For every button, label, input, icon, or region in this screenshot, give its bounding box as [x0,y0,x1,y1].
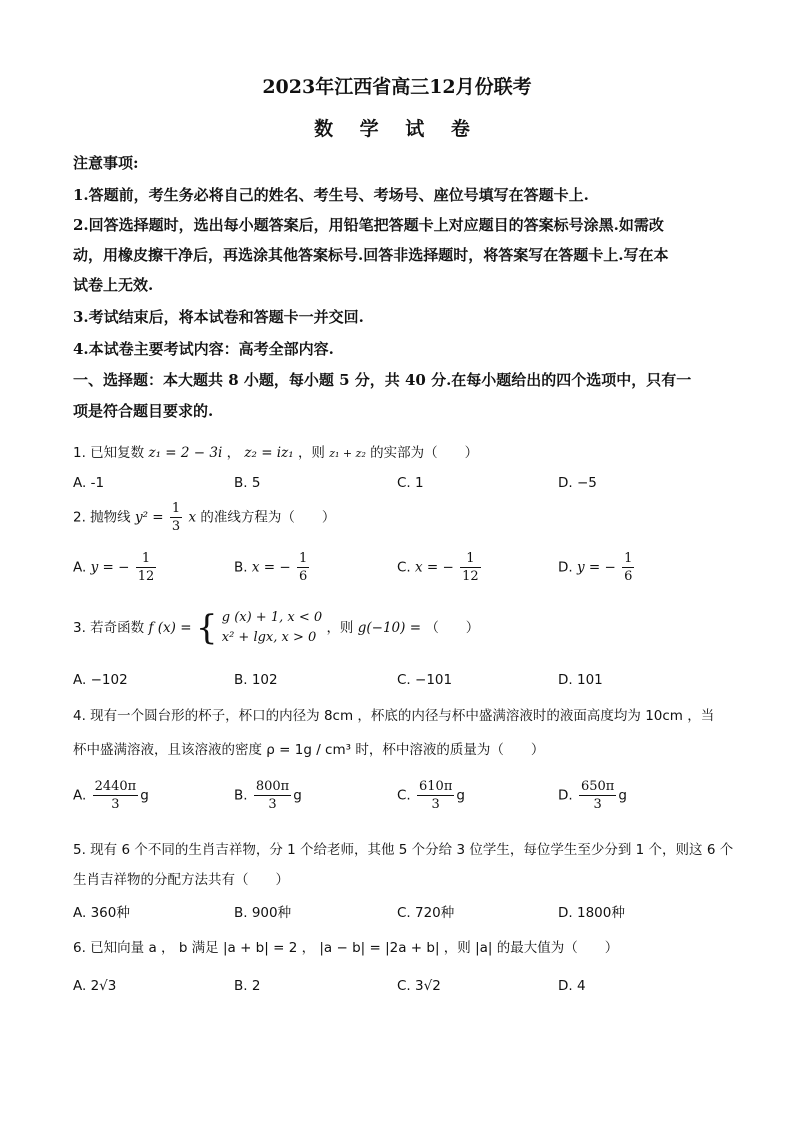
q3-option-c: C. −101 [397,672,453,688]
q6-option-a: A. 2√3 [73,978,117,994]
q2-d-fraction [622,550,634,585]
note-4: 4.本试卷主要考试内容：高考全部内容. [73,340,334,358]
q4-option-a [73,778,149,813]
q2-a-label: A. [73,559,87,576]
q2-a-expr: y = − [90,559,130,576]
q1-ask: 的实部为（ ） [370,445,479,461]
q4-c-fraction [417,778,454,813]
q2-option-b [234,550,311,585]
q1-sum: z₁ + z₂ [329,447,366,460]
q2-x: x [188,509,197,526]
q3-case-1: g (x) + 1, x < 0 [221,610,323,625]
q2-ask: 的准线方程为（ ） [200,509,336,526]
q5-option-b: B. 900种 [234,905,292,921]
q2-b-den: 6 [298,569,308,584]
q1-option-d: D. −5 [558,475,597,491]
q2-c-label: C. [397,559,411,576]
q4-option-d [558,778,627,813]
question-5-line-1: 5. 现有 6 个不同的生肖吉祥物，分 1 个给老师，其他 5 个分给 3 位学生，每位学生至少分到 1 个，则这 6 个 [73,842,734,858]
question-4-line-2: 杯中盛满溶液，且该溶液的密度 ρ = 1g / cm³ 时，杯中溶液的质量为（ ） [73,742,545,758]
q2-a-den: 12 [137,569,155,584]
page-title: 2023年江西省高三12月份联考 [262,76,532,98]
q2-a-fraction [136,550,157,585]
question-4-line-1: 4. 现有一个圆台形的杯子，杯口的内径为 8cm ，杯底的内径与杯中盛满溶液时的液面高度均为 10cm ，当 [73,708,715,724]
q4-option-b [234,778,302,813]
q2-a-num: 1 [136,550,157,568]
q4-a-unit: g [140,787,149,804]
q4-b-num: 800π [255,779,290,794]
question-3 [73,608,479,648]
q3-option-b: B. 102 [234,672,278,688]
q2-option-a [73,550,158,585]
q5-option-a: A. 360种 [73,905,130,921]
notes-heading: 注意事项: [73,154,139,172]
note-3: 3.考试结束后，将本试卷和答题卡一并交回. [73,308,364,326]
q2-b-label: B. [234,559,248,576]
q3-brace: { [195,608,218,648]
q3-fx: f (x) = [148,620,192,636]
q1-stem: 1. 已知复数 [73,445,145,461]
q4-a-den: 3 [111,797,120,812]
q4-b-fraction [254,778,291,813]
q2-c-den: 12 [462,569,479,584]
q6-option-d: D. 4 [558,978,586,994]
note-2-line-1: 2.回答选择题时，选出每小题答案后，用铅笔把答题卡上对应题目的答案标号涂黑.如需改 [73,216,664,234]
note-2-line-2: 动，用橡皮擦干净后，再选涂其他答案标号.回答非选择题时，将答案写在答题卡上.写在本 [73,246,669,264]
q5-option-d: D. 1800种 [558,905,625,921]
q4-a-label: A. [73,787,87,804]
q1-separator: ， [226,445,241,461]
q4-a-num: 2440π [94,779,137,794]
q3-then: ，则 [326,620,354,636]
q3-option-d: D. 101 [558,672,603,688]
q3-stem: 3. 若奇函数 [73,620,145,636]
note-1: 1.答题前，考生务必将自己的姓名、考生号、考场号、座位号填写在答题卡上. [73,186,589,204]
q2-stem: 2. 抛物线 [73,509,131,526]
question-2 [73,500,335,535]
section-heading-line-1: 一、选择题：本大题共 8 小题，每小题 5 分，共 40 分.在每小题给出的四个选项中，只有一 [73,371,692,389]
q2-c-fraction [460,550,481,585]
q2-option-c [397,550,483,585]
q4-d-unit: g [618,787,627,804]
q4-c-label: C. [397,787,411,804]
q1-option-a: A. -1 [73,475,105,491]
q2-fraction-den: 3 [171,519,181,534]
q2-lhs: y² = [134,509,164,526]
q2-fraction [170,500,182,535]
q4-c-num: 610π [419,779,453,794]
q4-b-unit: g [293,787,302,804]
q1-option-c: C. 1 [397,475,424,491]
q4-a-fraction [93,778,139,813]
q3-option-a: A. −102 [73,672,128,688]
q4-d-den: 3 [593,797,602,812]
q1-z1: z₁ = 2 − 3i [148,445,223,461]
q3-cases [222,608,322,648]
q2-d-den: 6 [624,569,633,584]
question-5-line-2: 生肖吉祥物的分配方法共有（ ） [73,872,289,888]
q4-d-num: 650π [580,779,615,794]
question-6: 6. 已知向量 a ， b 满足 |a + b| = 2 ， |a − b| = |2a + b| ，则 |a| 的最大值为（ ） [73,940,619,956]
q2-b-num: 1 [298,551,308,566]
q2-d-label: D. [558,559,573,576]
q2-d-expr: y = − [576,559,616,576]
q2-c-expr: x = − [415,559,454,576]
q4-d-fraction [579,778,616,813]
q4-d-label: D. [558,787,573,804]
q4-b-label: B. [234,787,248,804]
q3-end: （ ） [425,620,480,636]
question-1 [73,441,478,461]
q6-option-b: B. 2 [234,978,261,994]
q2-fraction-num: 1 [171,501,181,516]
q6-option-c: C. 3√2 [397,978,441,994]
q2-b-expr: x = − [251,559,291,576]
q2-c-num: 1 [460,550,481,568]
q4-c-den: 3 [431,797,440,812]
q1-then: ，则 [297,445,325,461]
q2-option-d [558,550,636,585]
q4-b-den: 3 [268,797,277,812]
page-subtitle: 数 学 试 卷 [314,118,480,140]
q1-z2: z₂ = iz₁ [244,445,294,461]
q4-c-unit: g [456,787,465,804]
note-2-line-3: 试卷上无效. [73,276,154,294]
section-heading-line-2: 项是符合题目要求的. [73,402,214,420]
q3-case-2: x² + lgx, x > 0 [221,630,317,645]
q2-d-num: 1 [624,551,633,566]
q1-option-b: B. 5 [234,475,261,491]
q2-b-fraction [297,550,309,585]
q3-ask: g(−10) = [357,620,422,636]
q5-option-c: C. 720种 [397,905,455,921]
q4-option-c [397,778,465,813]
